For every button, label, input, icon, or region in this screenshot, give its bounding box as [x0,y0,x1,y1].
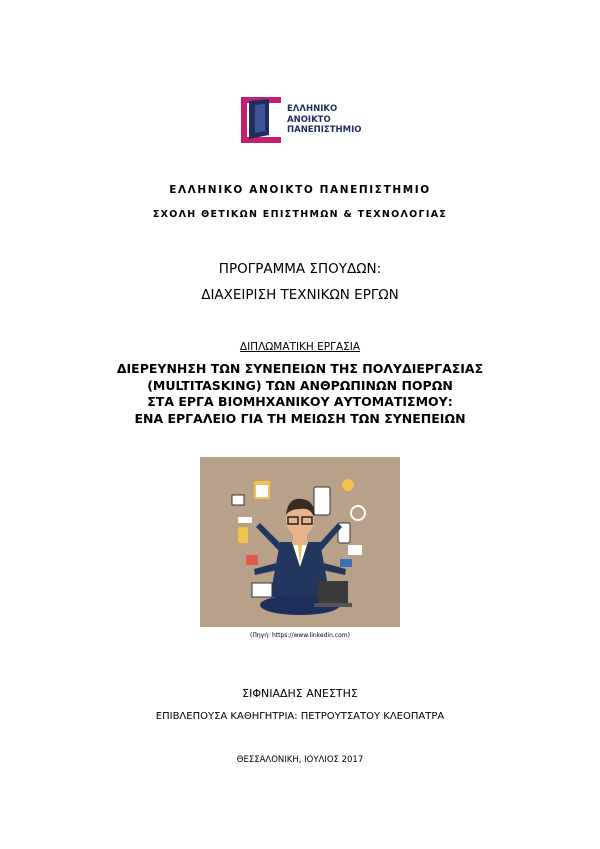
thesis-title-line: ΣΤΑ ΕΡΓΑ ΒΙΟΜΗΧΑΝΙΚΟΥ ΑΥΤΟΜΑΤΙΣΜΟΥ: [147,394,453,409]
program-name: ΔΙΑΧΕΙΡΙΣΗ ΤΕΧΝΙΚΩΝ ΕΡΓΩΝ [201,287,399,303]
logo-line-1: ΕΛΛΗΝΙΚΟ [287,104,338,114]
author-name: ΣΙΦΝΙΑΔΗΣ ΑΝΕΣΤΗΣ [242,687,358,700]
thesis-title-line: (MULTITASKING) ΤΩΝ ΑΝΘΡΩΠΙΝΩΝ ΠΟΡΩΝ [147,377,453,393]
logo-wordmark [287,104,361,136]
thesis-title-line: ΔΙΕΡΕΥΝΗΣΗ ΤΩΝ ΣΥΝΕΠΕΙΩΝ ΤΗΣ ΠΟΛΥΔΙΕΡΓΑΣΙΑΣ [116,361,484,376]
image-credit: (Πηγή: https://www.linkedin.com) [250,632,350,639]
logo-line-3: ΠΑΝΕΠΙΣΤΗΜΙΟ [287,125,362,135]
logo-line-2: ΑΝΟΙΚΤΟ [287,114,331,125]
university-name: ΕΛΛΗΝΙΚΟ ΑΝΟΙΚΤΟ ΠΑΝΕΠΙΣΤΗΜΙΟ [169,184,431,196]
program-label: ΠΡΟΓΡΑΜΜΑ ΣΠΟΥΔΩΝ: [218,261,382,277]
place-date: ΘΕΣΣΑΛΟΝΙΚΗ, ΙΟΥΛΙΟΣ 2017 [236,755,364,765]
thesis-title-line: ΕΝΑ ΕΡΓΑΛΕΙΟ ΓΙΑ ΤΗ ΜΕΙΩΣΗ ΤΩΝ ΣΥΝΕΠΕΙΩΝ [134,410,466,426]
supervisor: ΕΠΙΒΛΕΠΟΥΣΑ ΚΑΘΗΓΗΤΡΙΑ: ΠΕΤΡΟΥΤΣΑΤΟΥ ΚΛΕΟΠΑΤΡΑ [155,711,445,722]
school-name: ΣΧΟΛΗ ΘΕΤΙΚΩΝ ΕΠΙΣΤΗΜΩΝ & ΤΕΧΝΟΛΟΓΙΑΣ [152,209,448,220]
thesis-type: ΔΙΠΛΩΜΑΤΙΚΗ ΕΡΓΑΣΙΑ [239,341,361,353]
thesis-title [0,361,600,427]
multitasking-illustration [200,457,400,627]
